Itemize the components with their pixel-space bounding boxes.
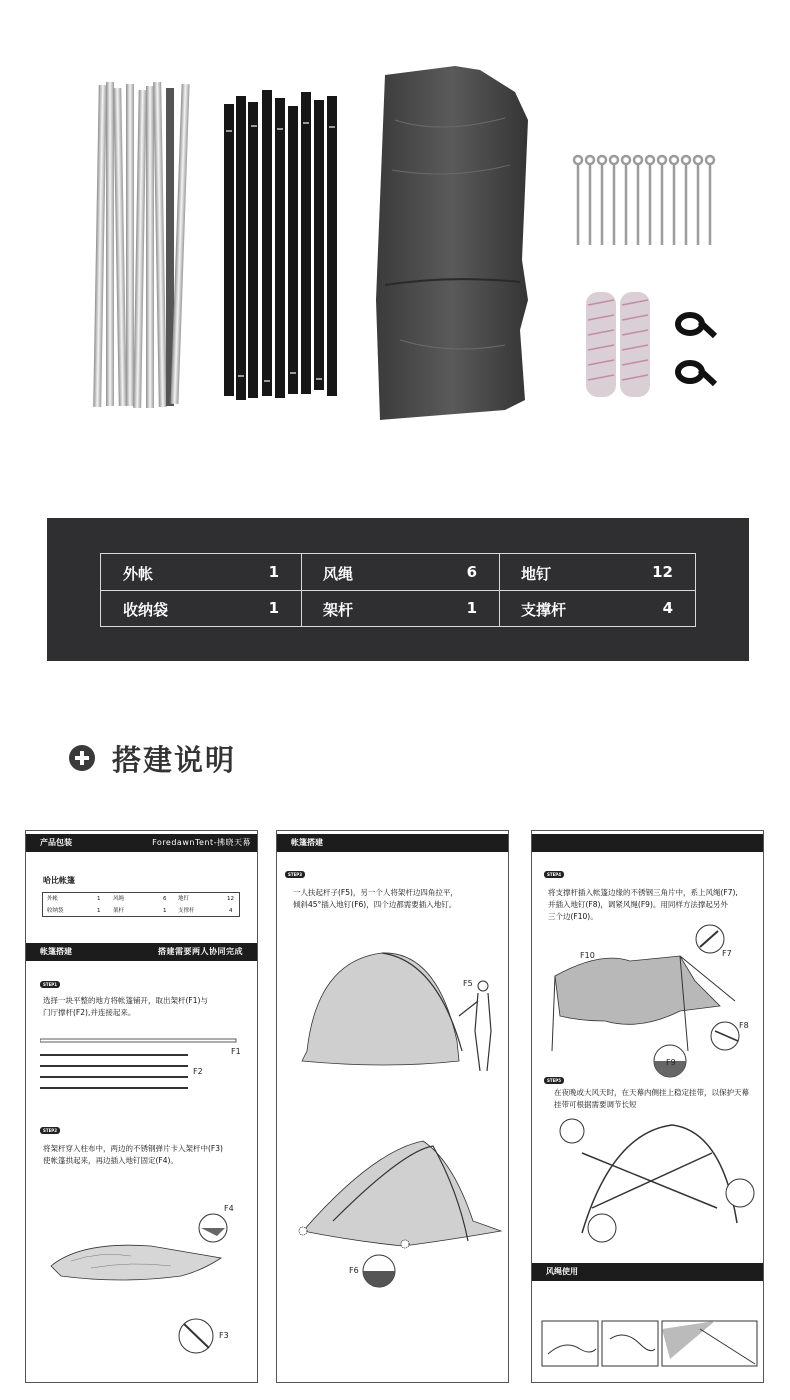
- f2-label: F2: [193, 1067, 203, 1076]
- step4-text-line3: 三个边(F10)。: [548, 912, 598, 921]
- f10-label: F10: [580, 951, 595, 960]
- step5-text-line1: 在夜晚或大风天时，在天幕内侧挂上稳定挂带，以保护天幕: [554, 1088, 749, 1097]
- step1-poles-diagram: [40, 1033, 255, 1095]
- f9-label: F9: [666, 1058, 676, 1067]
- step5-text-line2: 挂带可根据需要调节长短: [554, 1100, 637, 1109]
- spec-cell-stakes: 地钉 12: [521, 563, 673, 583]
- product-photo: [0, 0, 790, 470]
- step5-hanging-strap-diagram: [552, 1113, 757, 1253]
- spec-cell-storage-bag: 收纳袋 1: [123, 599, 279, 619]
- section-title: 搭建说明: [112, 743, 237, 777]
- f7-label: F7: [722, 949, 732, 958]
- silver-poles-image: [93, 82, 189, 408]
- f1-label: F1: [231, 1047, 241, 1056]
- step4-text-line1: 将支撑杆插入帐篷边缘的不锈钢三角片中，系上风绳(F7),: [548, 888, 738, 897]
- straps-image: [678, 315, 715, 384]
- page1-subtitle: 哈比帐篷: [43, 876, 75, 885]
- f3-label: F3: [219, 1331, 229, 1340]
- step3-badge: STEP3: [285, 871, 305, 878]
- page1-header-bar: 产品包装 ForedawnTent-拂晓天幕: [26, 834, 257, 852]
- step3-tent-raise-diagram: [287, 941, 502, 1071]
- step3-tent-staked-diagram: [293, 1131, 508, 1301]
- black-poles-image: [224, 90, 337, 400]
- step5-badge: STEP5: [544, 1077, 564, 1084]
- step4-tarp-setup-diagram: [540, 921, 760, 1081]
- page3-header-bar: [532, 834, 763, 852]
- step4-text-line2: 并插入地钉(F8)，调紧风绳(F9)。用同样方法撑起另外: [548, 900, 728, 909]
- page2-header-bar: 帐篷搭建: [277, 834, 508, 852]
- f6-label: F6: [349, 1266, 359, 1275]
- step4-badge: STEP4: [544, 871, 564, 878]
- spec-cell-outer-tent: 外帐 1: [123, 563, 279, 583]
- plus-circle-icon: [69, 745, 95, 771]
- f5-label: F5: [463, 979, 473, 988]
- page1-assembly-bar: 帐篷搭建 搭建需要两人协同完成: [26, 943, 257, 961]
- step1-text-line2: 门厅撑杆(F2),并连接起来。: [43, 1008, 136, 1017]
- f8-label: F8: [739, 1021, 749, 1030]
- spec-cell-frame-pole: 架杆 1: [323, 599, 477, 619]
- folded-tent-image: [376, 66, 528, 420]
- page3-rope-usage-bar: 风绳使用: [532, 1263, 763, 1281]
- stakes-image: [574, 156, 714, 245]
- step1-badge: STEP1: [40, 981, 60, 988]
- step2-text-line2: 使帐篷拱起来，再边插入地钉固定(F4)。: [43, 1156, 178, 1165]
- step1-text-line1: 选择一块平整的地方将帐篷铺开，取出架杆(F1)与: [43, 996, 208, 1005]
- step3-text-line2: 倾斜45°插入地钉(F6)，四个边都需要插入地钉。: [293, 900, 457, 909]
- manual-page-2: [276, 830, 509, 1383]
- f4-label: F4: [224, 1204, 234, 1213]
- spec-cell-support-poles: 支撑杆 4: [521, 599, 673, 619]
- page1-mini-table: 外帐 1 风绳 6 地钉 12 收纳袋 1 架杆 1 支撑杆 4: [42, 892, 240, 917]
- ropes-image: [586, 292, 650, 397]
- package-contents-table: [100, 553, 696, 627]
- spec-cell-guy-ropes: 风绳 6: [323, 563, 477, 583]
- step3-text-line1: 一人扶起杆子(F5)，另一个人将架杆边四角拉平，: [293, 888, 458, 897]
- manual-page-3: [531, 830, 764, 1383]
- rope-usage-diagrams: [540, 1289, 760, 1379]
- step2-badge: STEP2: [40, 1127, 60, 1134]
- step2-text-line1: 将架杆穿入柱布中，两边的不锈钢弹片卡入架杆中(F3): [43, 1144, 223, 1153]
- step2-tent-flat-diagram: [41, 1206, 256, 1376]
- package-contents-panel: [47, 518, 749, 661]
